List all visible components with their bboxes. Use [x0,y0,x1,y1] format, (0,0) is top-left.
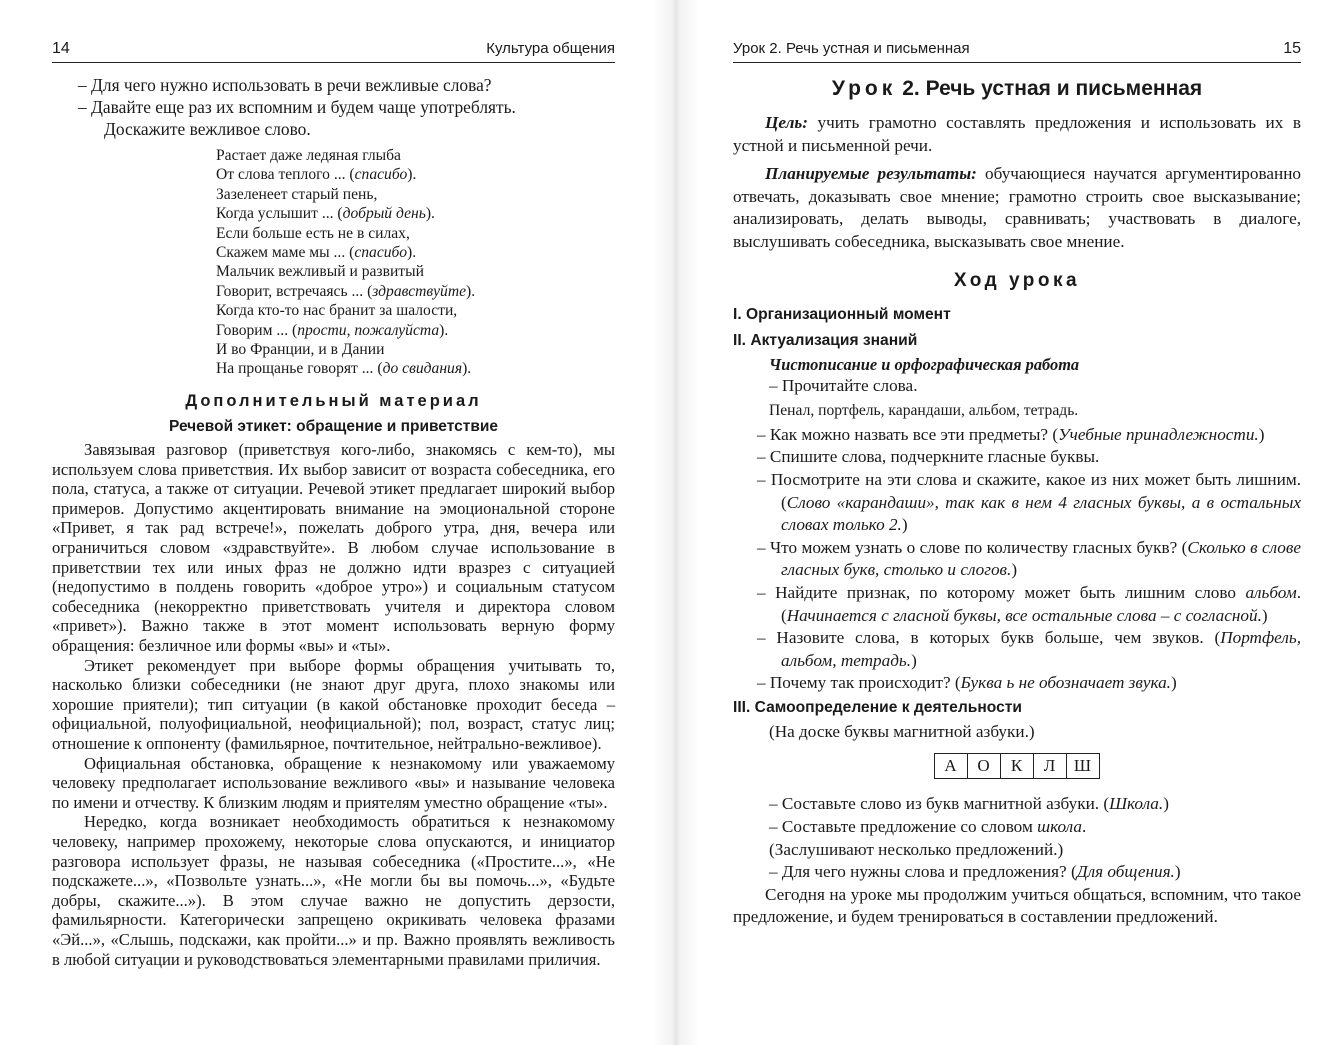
right-page-number: 15 [1283,40,1301,57]
letter-cell: Ш [1066,753,1100,779]
words-list: Пенал, портфель, карандаши, альбом, тетрадь. [769,401,1079,419]
dialogue-line: – Для чего нужно использовать в речи вежливые слова? [78,75,492,95]
letter-cell: Л [1033,753,1067,779]
stage-heading: II. Актуализация знаний [733,332,918,350]
poem-line: Растает даже ледяная глыба [216,147,401,164]
poem-answer: добрый день [342,205,426,223]
right-running-head [733,38,1301,63]
lesson-label: Урок [831,77,897,100]
left-body [52,74,615,969]
poem-line: Говорим ... (прости, пожалуйста). [216,321,449,339]
qa-line: – Как можно назвать все эти предметы? (Учебные принадлежности.) [757,424,1265,444]
poem-line: На прощанье говорят ... (до свидания). [216,360,472,378]
letter-cell: А [934,753,968,779]
stage-subheading: Чистописание и орфографическая работа [769,355,1080,375]
poem-line: Мальчик вежливый и развитый [216,263,424,281]
left-page-number: 14 [52,40,70,57]
right-page [671,0,1342,1045]
poem-line: Говорит, встречаясь ... (здравствуйте). [216,282,476,300]
lesson-title-text: 2. Речь устная и письменная [902,77,1203,100]
dialogue-continuation: Доскажите вежливое слово. [104,119,311,139]
qa-line: – Посмотрите на эти слова и скажите, какое из них может быть лишним. (Слово «карандаши», так как в нем 4 гласных буквы, а в остальных словах только 2.) [757,469,1301,535]
qa-line: – Составьте слово из букв магнитной азбуки. (Школа.) [769,794,1169,814]
course-heading: Ход урока [953,269,1081,291]
poem-line: От слова теплого ... (спасибо). [216,166,417,184]
poem-answer: здравствуйте [372,282,467,300]
poem-answer: до свидания [382,360,463,378]
paragraph: Нередко, когда возникает необходимость обратиться к незнакомому человеку, например прохожему, некоторые слова опускаются, и инициатор разговора использует фразы, не называя собеседника («Простите...», «Не подскажете...», «Позвольте узнать...», «Не могли бы вы помочь...», «Будьте добры, скажите...»). В этом случае важно не допустить дерзости, фамильярности. Категорически запрещено окрикивать человека фразами «Эй...», «Слышь, подскажи, как пройти...» и пр. Важно проявлять вежливость в любой ситуации и руководствоваться элементарными правилами приличия. [52,812,615,969]
poem-line: Когда кто-то нас бранит за шалости, [216,302,458,320]
magnetic-letters [733,753,1301,779]
lesson-results: Планируемые результаты: обучающиеся научатся аргументированно отвечать, доказывать свое мнение; грамотно строить свое высказывание; анализировать, делать выводы, сравнивать; участвовать в диалоге, выслушивать собеседника, высказывать свое мнение. [733,164,1301,251]
stage-heading: III. Самоопределение к деятельности [733,698,1022,716]
qa-line: – Что можем узнать о слове по количеству гласных букв? (Сколько в слове гласных букв, столько и слогов.) [757,537,1301,580]
subheading: Речевой этикет: обращение и приветствие [169,418,498,436]
goal-label: Цель: [765,113,808,132]
paragraph: Официальная обстановка, обращение к незнакомому или уважаемому человеку предполагает использование вежливого «вы» и называние человека по имени и отчеству. К близким людям и приятелям уместно обращение «ты». [52,753,615,812]
letter-cell: О [967,753,1001,779]
board-note: (На доске буквы магнитной азбуки.) [769,721,1035,741]
poem-answer: спасибо [354,166,408,184]
qa-line: – Почему так происходит? (Буква ь не обозначает звука.) [757,673,1177,693]
dialogue-line: – Давайте еще раз их вспомним и будем чаще употреблять. [78,97,516,117]
final-paragraph: Сегодня на уроке мы продолжим учиться общаться, вспомним, что такое предложение, и будем тренироваться в составлении предложений. [733,884,1301,927]
poem-line: И во Франции, и в Дании [216,341,385,359]
right-body [733,74,1301,929]
poem-line: Если больше есть не в силах, [216,224,410,242]
qa-line: – Спишите слова, подчеркните гласные буквы. [757,447,1100,467]
qa-line: – Найдите признак, по которому может быть лишним слово альбом. (Начинается с гласной буквы, все остальные слова – с согласной.) [757,582,1301,625]
instruction-line: – Прочитайте слова. [769,376,918,396]
paragraph: Этикет рекомендует при выборе формы обращения учитывать то, насколько близки собеседники (не знают друг друга, плохо знакомы или хорошие приятели); тип ситуации (в какой обстановке проходит беседа – официальной, полуофициальной, неофициальной); пол, возраст, статус лиц; отношение к оппоненту (фамильярное, почтительное, нейтрально-вежливое). [52,655,615,753]
left-running-title: Культура общения [486,40,615,57]
paragraph: Завязывая разговор (приветствуя кого-либо, знакомясь с кем-то), мы используем слова приветствия. Их выбор зависит от возраста собеседника, его пола, статуса, а также от ситуации. Речевой этикет предлагает широкий выбор примеров. Допустимо акцентировать внимание на эмоциональной стороне «Привет, я так рад встрече!», пожелать доброго утра, дня, вечера или ограничиться словом «здравствуйте». В любом случае использование в приветствии тех или иных фраз не должно идти вразрез с ситуацией (недопустимо в полдень говорить «доброе утро») и социальным статусом собеседника (некорректно приветствовать учителя и директора словом «привет»). Важно также в этот момент использовать верную форму обращения: безличное или формы «вы» и «ты». [52,440,615,655]
left-running-head [52,38,615,63]
qa-line: – Составьте предложение со словом школа. [769,817,1087,837]
section-heading: Дополнительный материал [185,391,482,410]
qa-line: – Для чего нужны слова и предложения? (Для общения.) [769,862,1181,882]
poem-line: Скажем маме мы ... (спасибо). [216,244,417,262]
results-label: Планируемые результаты: [765,164,977,184]
listen-note: (Заслушивают несколько предложений.) [769,839,1064,859]
lesson-goal: Цель: учить грамотно составлять предложения и использовать их в устной и письменной речи. [733,113,1301,155]
lesson-title [733,74,1301,104]
stage-heading: I. Организационный момент [733,306,951,324]
qa-line: – Назовите слова, в которых букв больше, чем звуков. (Портфель, альбом, тетрадь.) [757,628,1301,670]
right-running-title: Урок 2. Речь устная и письменная [733,40,970,57]
poem-answer: прости, пожалуйста [297,321,440,339]
poem-line: Когда услышит ... (добрый день). [216,205,435,223]
poem-line: Зазеленеет старый пень, [216,185,378,203]
poem-answer: спасибо [354,244,407,262]
letter-cell: К [1000,753,1034,779]
poem [216,146,615,379]
